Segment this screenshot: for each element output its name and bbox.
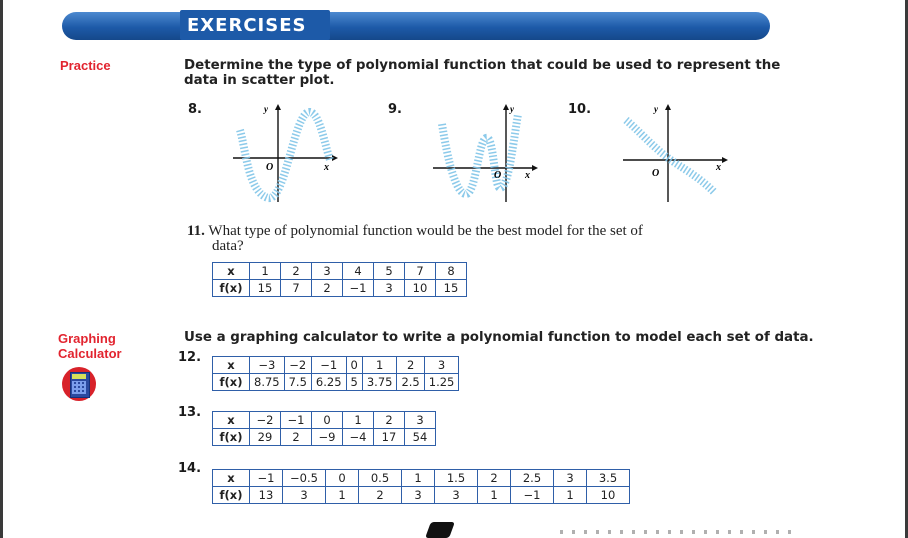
scatter-plot-8 xyxy=(228,102,338,210)
calculator-keys xyxy=(72,381,86,394)
practice-instruction-line2: data in scatter plot. xyxy=(184,73,335,88)
origin-label: O xyxy=(652,168,660,179)
table-cell: −3 xyxy=(250,357,285,374)
calculator-screen xyxy=(72,374,86,379)
q12-data-table xyxy=(212,356,459,391)
table-cell: 8.75 xyxy=(250,374,285,391)
table-cell: 1 xyxy=(326,487,359,504)
graphing-label-line2: Calculator xyxy=(58,346,122,361)
table-row xyxy=(213,280,467,297)
q14-data-table xyxy=(212,469,630,504)
table-cell: 7 xyxy=(281,280,312,297)
table-cell: 15 xyxy=(250,280,281,297)
origin-label: O xyxy=(494,170,502,181)
table-cell: 3.75 xyxy=(362,374,397,391)
table-cell: 0 xyxy=(326,470,359,487)
table-row xyxy=(213,429,436,446)
table-cell: 3.5 xyxy=(587,470,630,487)
left-frame-border xyxy=(0,0,3,538)
table-row xyxy=(213,412,436,429)
table-cell: 2 xyxy=(312,280,343,297)
table-cell: 29 xyxy=(250,429,281,446)
table-cell: −9 xyxy=(312,429,343,446)
table-cell: 5 xyxy=(346,374,362,391)
table-row xyxy=(213,374,459,391)
table-cell: −1 xyxy=(250,470,283,487)
section-title: EXERCISES xyxy=(187,15,307,36)
table-cell: 2 xyxy=(397,357,424,374)
table-cell: 1 xyxy=(478,487,511,504)
fx-header-cell: f(x) xyxy=(213,374,250,391)
table-cell: 1 xyxy=(402,470,435,487)
graphing-label-line1: Graphing xyxy=(58,331,116,346)
table-cell: −2 xyxy=(284,357,311,374)
table-cell: 5 xyxy=(374,263,405,280)
table-cell: 54 xyxy=(405,429,436,446)
fx-header-cell: f(x) xyxy=(213,429,250,446)
exercises-banner xyxy=(62,12,770,40)
x-header-cell: x xyxy=(213,470,250,487)
table-cell: −0.5 xyxy=(283,470,326,487)
table-cell: 2 xyxy=(281,429,312,446)
table-cell: 0.5 xyxy=(359,470,402,487)
table-cell: 0 xyxy=(346,357,362,374)
table-cell: 1 xyxy=(362,357,397,374)
table-cell: 1.5 xyxy=(435,470,478,487)
table-cell: 6.25 xyxy=(311,374,346,391)
table-cell: −1 xyxy=(343,280,374,297)
practice-label: Practice xyxy=(60,58,111,73)
exercise-12-number: 12. xyxy=(178,350,202,365)
question-11-text-line2: data? xyxy=(212,238,244,254)
question-11-text-line1: What type of polynomial function would be the best model for the set of xyxy=(208,223,643,239)
table-cell: 7 xyxy=(405,263,436,280)
table-cell: 3 xyxy=(374,280,405,297)
y-axis-label: y xyxy=(654,104,658,114)
table-cell: 3 xyxy=(283,487,326,504)
table-cell: 8 xyxy=(436,263,467,280)
table-cell: 2 xyxy=(374,412,405,429)
table-cell: −4 xyxy=(343,429,374,446)
origin-label: O xyxy=(266,162,274,173)
table-cell: 0 xyxy=(312,412,343,429)
table-cell: 4 xyxy=(343,263,374,280)
scatter-plot-10 xyxy=(618,102,728,210)
table-cell: 1 xyxy=(343,412,374,429)
table-cell: 10 xyxy=(587,487,630,504)
table-cell: 3 xyxy=(405,412,436,429)
table-cell: 13 xyxy=(250,487,283,504)
exercise-13-number: 13. xyxy=(178,405,202,420)
exercise-9-number: 9. xyxy=(388,102,402,117)
table-cell: 2.5 xyxy=(511,470,554,487)
table-cell: 10 xyxy=(405,280,436,297)
table-cell: 3 xyxy=(424,357,459,374)
table-row xyxy=(213,470,630,487)
question-11 xyxy=(187,224,643,254)
table-cell: 2 xyxy=(359,487,402,504)
table-cell: −1 xyxy=(281,412,312,429)
exercise-10-number: 10. xyxy=(568,102,592,117)
table-row xyxy=(213,487,630,504)
x-axis-label: x xyxy=(525,170,530,181)
table-cell: 3 xyxy=(402,487,435,504)
table-cell: 3 xyxy=(435,487,478,504)
table-cell: 1 xyxy=(554,487,587,504)
table-cell: 3 xyxy=(554,470,587,487)
table-cell: 1 xyxy=(250,263,281,280)
table-cell: −1 xyxy=(311,357,346,374)
table-cell: 3 xyxy=(312,263,343,280)
fx-header-cell: f(x) xyxy=(213,487,250,504)
table-cell: 7.5 xyxy=(284,374,311,391)
table-cell: −1 xyxy=(511,487,554,504)
partial-icon xyxy=(425,522,455,538)
scatter-plot-9 xyxy=(428,102,538,210)
x-axis-label: x xyxy=(716,162,721,173)
table-cell: 2.5 xyxy=(397,374,424,391)
q11-data-table xyxy=(212,262,467,297)
exercise-14-number: 14. xyxy=(178,461,202,476)
x-axis-label: x xyxy=(324,162,329,173)
x-header-cell: x xyxy=(213,412,250,429)
practice-instruction-line1: Determine the type of polynomial function that could be used to represent the xyxy=(184,58,781,73)
table-cell: 15 xyxy=(436,280,467,297)
table-cell: 2 xyxy=(281,263,312,280)
fx-header-cell: f(x) xyxy=(213,280,250,297)
y-axis-label: y xyxy=(264,104,268,114)
y-axis-label: y xyxy=(510,104,514,114)
table-cell: −2 xyxy=(250,412,281,429)
graphing-instruction: Use a graphing calculator to write a polynomial function to model each set of data. xyxy=(184,330,814,345)
table-row xyxy=(213,263,467,280)
x-header-cell: x xyxy=(213,357,250,374)
exercise-8-number: 8. xyxy=(188,102,202,117)
question-11-number: 11. xyxy=(187,223,205,239)
x-header-cell: x xyxy=(213,263,250,280)
q13-data-table xyxy=(212,411,436,446)
table-row xyxy=(213,357,459,374)
table-cell: 2 xyxy=(478,470,511,487)
table-cell: 1.25 xyxy=(424,374,459,391)
table-cell: 17 xyxy=(374,429,405,446)
cut-off-text xyxy=(560,530,800,534)
